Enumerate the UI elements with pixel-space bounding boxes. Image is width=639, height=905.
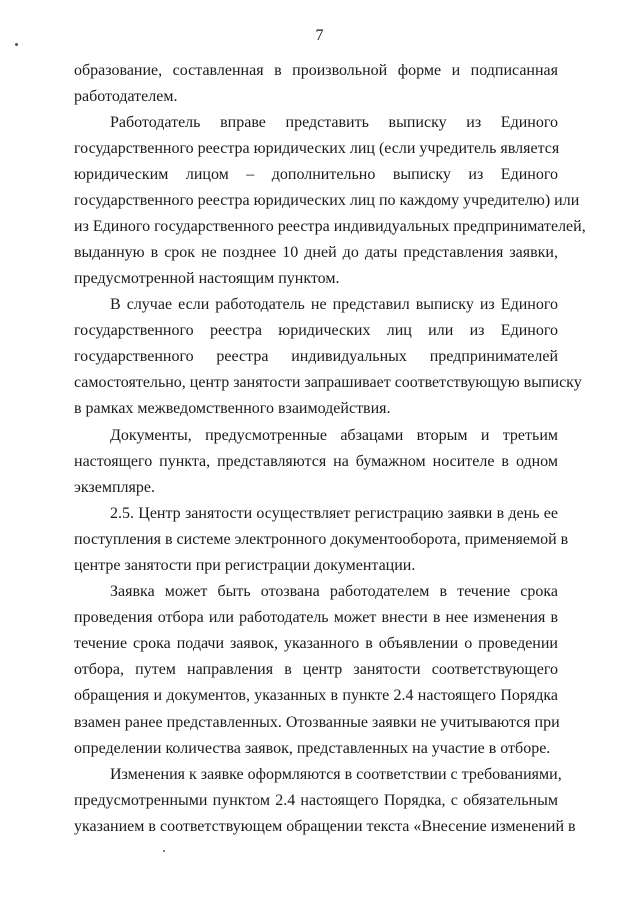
scan-speck [163, 850, 165, 852]
text-line: государственного реестра индивидуальных предпринимателей [74, 348, 558, 365]
text-line: обращения и документов, указанных в пункте 2.4 настоящего Порядка [74, 687, 558, 704]
scan-speck [15, 43, 18, 46]
page-number: 7 [315, 27, 324, 44]
text-line: отбора, путем направления в центр занятости соответствующего [74, 661, 558, 678]
text-line: поступления в системе электронного документооборота, применяемой в [74, 531, 569, 548]
text-line: определении количества заявок, представленных на участие в отборе. [74, 740, 551, 757]
text-line: Изменения к заявке оформляются в соответствии с требованиями, [110, 766, 562, 783]
text-line: настоящего пункта, представляются на бумажном носителе в одном [74, 453, 558, 470]
text-line: Заявка может быть отозвана работодателем в течение срока [110, 583, 558, 600]
text-line: Документы, предусмотренные абзацами вторым и третьим [110, 427, 558, 444]
text-line: выданную в срок не позднее 10 дней до даты представления заявки, [74, 244, 558, 261]
text-line: предусмотренными пунктом 2.4 настоящего Порядка, с обязательным [74, 792, 558, 809]
text-line: государственного реестра юридических лиц (если учредитель является [74, 140, 560, 157]
text-line: государственного реестра юридических лиц или из Единого [74, 322, 558, 339]
text-line: Работодатель вправе представить выписку из Единого [110, 114, 558, 131]
text-line: указанием в соответствующем обращении текста «Внесение изменений в [74, 818, 576, 835]
text-line: самостоятельно, центр занятости запрашивает соответствующую выписку [74, 374, 582, 391]
text-line: экземпляре. [74, 479, 155, 496]
text-line: образование, составленная в произвольной форме и подписанная [74, 62, 558, 79]
text-line: 2.5. Центр занятости осуществляет регистрацию заявки в день ее [110, 505, 558, 522]
text-line: юридическим лицом – дополнительно выписку из Единого [74, 166, 558, 183]
text-line: предусмотренной настоящим пунктом. [74, 270, 340, 287]
text-line: взамен ранее представленных. Отозванные заявки не учитываются при [74, 714, 560, 731]
text-line: течение срока подачи заявок, указанного в объявлении о проведении [74, 635, 558, 652]
text-line: в рамках межведомственного взаимодействия. [74, 400, 391, 417]
text-line: В случае если работодатель не представил выписку из Единого [110, 296, 558, 313]
text-line: работодателем. [74, 88, 178, 105]
text-line: государственного реестра юридических лиц по каждому учредителю) или [74, 192, 580, 209]
text-line: проведения отбора или работодатель может внести в нее изменения в [74, 609, 558, 626]
text-line: из Единого государственного реестра индивидуальных предпринимателей, [74, 218, 586, 235]
text-line: центре занятости при регистрации документации. [74, 557, 416, 574]
